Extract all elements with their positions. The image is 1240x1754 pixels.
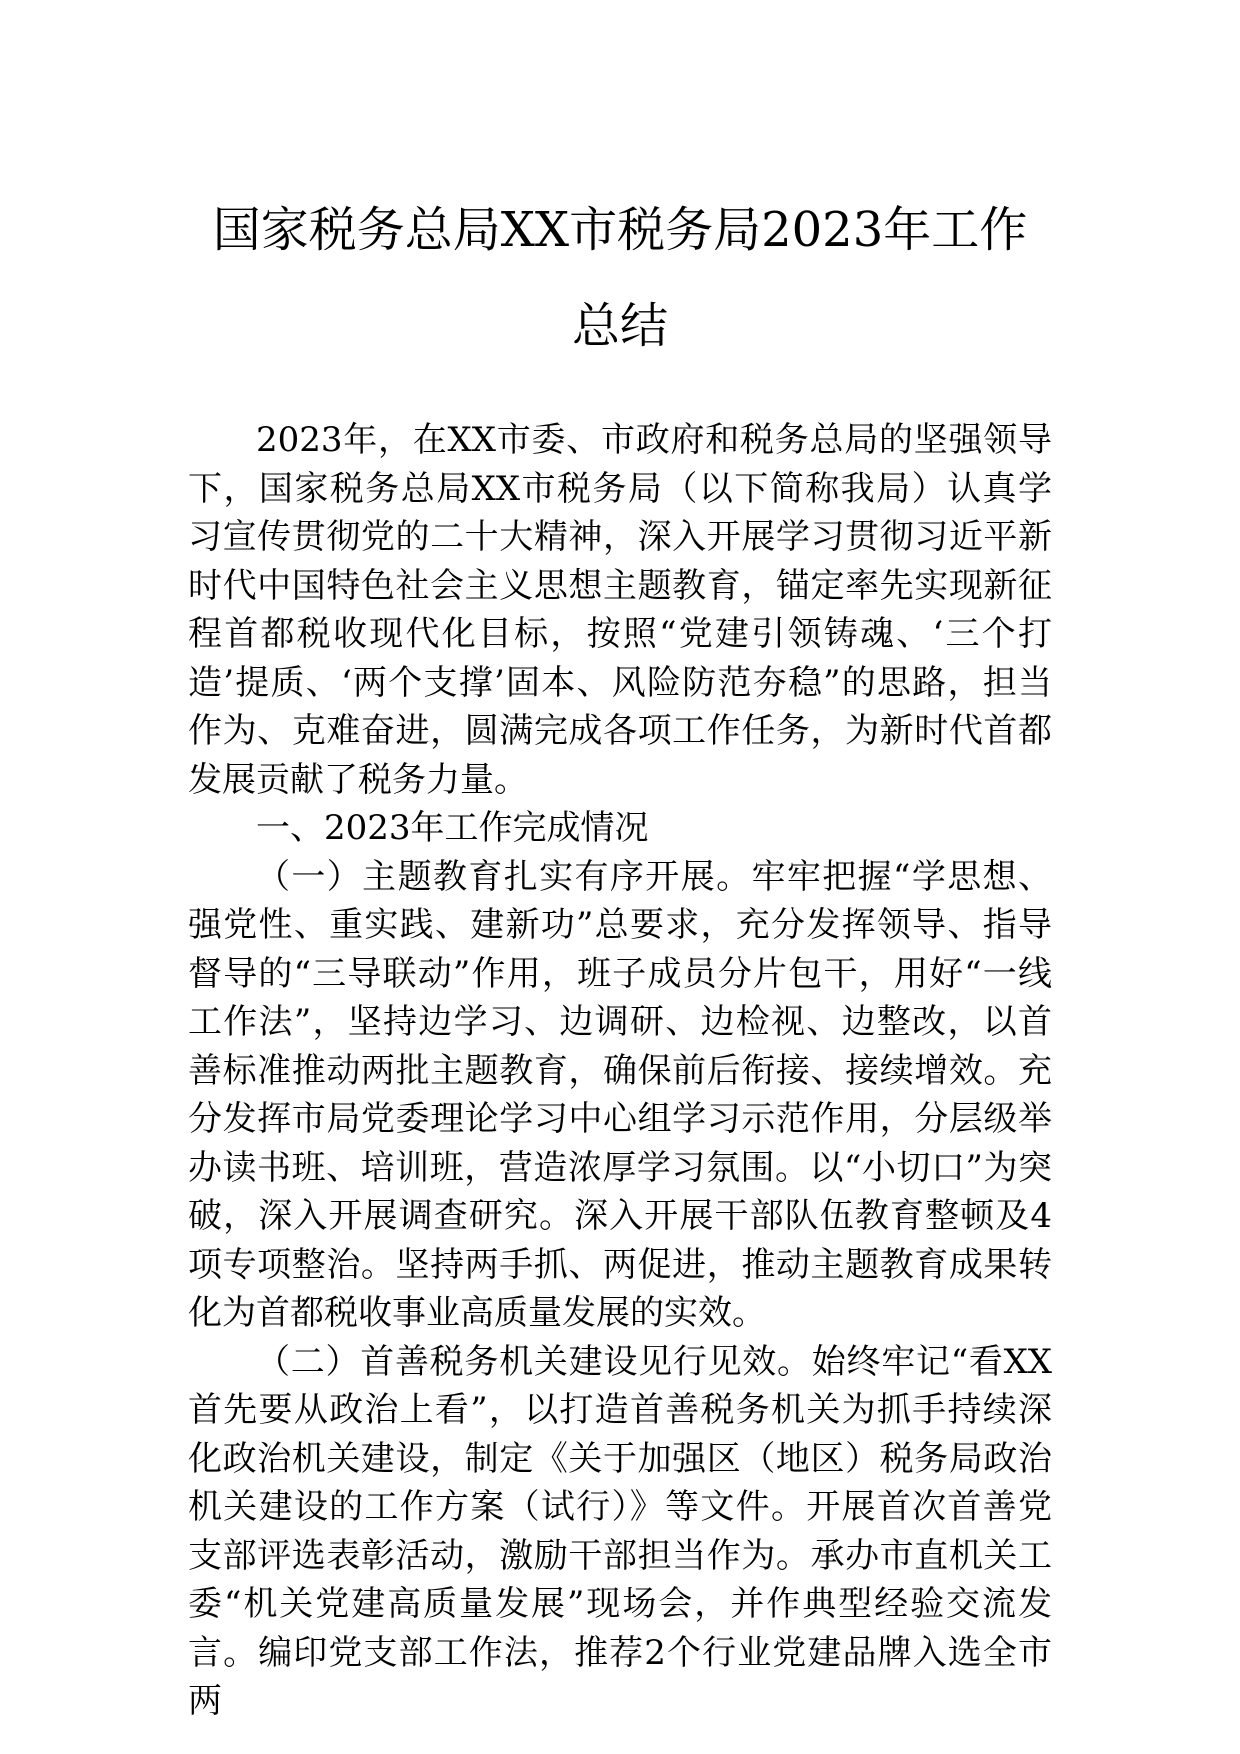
- document-body: [188, 416, 1052, 1726]
- section-paragraph-2: （二）首善税务机关建设见行见效。始终牢记“看XX首先要从政治上看”，以打造首善税务机关为抓手持续深化政治机关建设，制定《关于加强区（地区）税务局政治机关建设的工作方案（试行）》等文件。开展首次首善党支部评选表彰活动，激励干部担当作为。承办市直机关工委“机关党建高质量发展”现场会，并作典型经验交流发言。编印党支部工作法，推荐2个行业党建品牌入选全市两: [188, 1341, 1052, 1721]
- section-paragraph-1: （一）主题教育扎实有序开展。牢牢把握“学思想、强党性、重实践、建新功”总要求，充分发挥领导、指导督导的“三导联动”作用，班子成员分片包干，用好“一线工作法”，坚持边学习、边调研、边检视、边整改，以首善标准推动两批主题教育，确保前后衔接、接续增效。充分发挥市局党委理论学习中心组学习示范作用，分层级举办读书班、培训班，营造浓厚学习氛围。以“小切口”为突破，深入开展调查研究。深入开展干部队伍教育整顿及4项专项整治。坚持两手抓、两促进，推动主题教育成果转化为首都税收事业高质量发展的实效。: [188, 856, 1052, 1333]
- intro-paragraph: 2023年，在XX市委、市政府和税务总局的坚强领导下，国家税务总局XX市税务局（以下简称我局）认真学习宣传贯彻党的二十大精神，深入开展学习贯彻习近平新时代中国特色社会主义思想主题教育，锚定率先实现新征程首都税收现代化目标，按照“党建引领铸魂、‘三个打造’提质、‘两个支撑’固本、风险防范夯稳”的思路，担当作为、克难奋进，圆满完成各项工作任务，为新时代首都发展贡献了税务力量。: [188, 420, 1052, 800]
- section-heading: 一、2023年工作完成情况: [256, 808, 649, 848]
- document-title: 国家税务总局XX市税务局2023年工作总结: [212, 202, 1028, 354]
